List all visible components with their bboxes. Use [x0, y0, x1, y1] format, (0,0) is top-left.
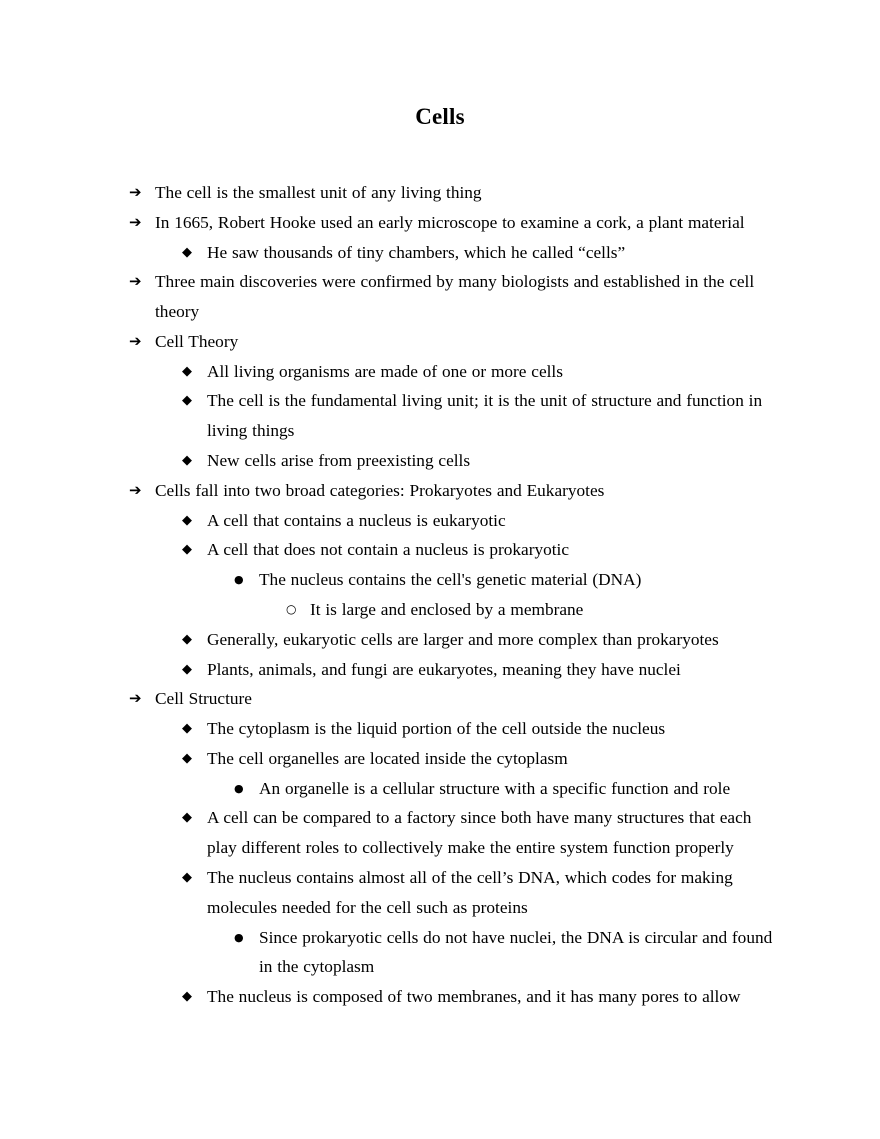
list-item-text: Plants, animals, and fungi are eukaryotes, meaning they have nuclei — [207, 659, 681, 679]
list-item — [0, 386, 880, 446]
diamond-bullet-icon: ◆ — [182, 989, 192, 1005]
list-item — [0, 446, 880, 476]
list-item — [0, 595, 880, 625]
diamond-bullet-icon: ◆ — [182, 453, 192, 469]
diamond-bullet-icon: ◆ — [182, 869, 192, 885]
arrow-bullet-icon: ➔ — [129, 331, 142, 350]
list-item — [0, 327, 880, 357]
list-item-text: A cell can be compared to a factory since both have many structures that each play different roles to collectively make the entire system function properly — [207, 808, 752, 858]
list-item-text: In 1665, Robert Hooke used an early microscope to examine a cork, a plant material — [155, 212, 745, 232]
circle-bullet-icon: ○ — [286, 601, 297, 616]
diamond-bullet-icon: ◆ — [182, 244, 192, 260]
diamond-bullet-icon: ◆ — [182, 810, 192, 826]
diamond-bullet-icon: ◆ — [182, 393, 192, 409]
diamond-bullet-icon: ◆ — [182, 512, 192, 528]
list-item-text: The nucleus is composed of two membranes, and it has many pores to allow — [207, 987, 741, 1007]
bulleted-outline-list — [0, 178, 880, 1012]
disc-bullet-icon: ● — [234, 930, 244, 944]
list-item-text: A cell that contains a nucleus is eukaryotic — [207, 510, 506, 530]
list-item-text: Three main discoveries were confirmed by many biologists and established in the cell theory — [155, 272, 755, 322]
list-item-text: The cell is the fundamental living unit; it is the unit of structure and function in living things — [207, 391, 763, 441]
list-item-text: The cell organelles are located inside the cytoplasm — [207, 748, 568, 768]
list-item-text: An organelle is a cellular structure with a specific function and role — [259, 778, 731, 798]
list-item-text: Cell Structure — [155, 689, 252, 709]
list-item — [0, 774, 880, 804]
list-item-text: He saw thousands of tiny chambers, which he called “cells” — [207, 242, 626, 262]
diamond-bullet-icon: ◆ — [182, 363, 192, 379]
list-item — [0, 655, 880, 685]
arrow-bullet-icon: ➔ — [129, 212, 142, 231]
list-item — [0, 476, 880, 506]
list-item — [0, 535, 880, 565]
list-item — [0, 357, 880, 387]
diamond-bullet-icon: ◆ — [182, 721, 192, 737]
diamond-bullet-icon: ◆ — [182, 631, 192, 647]
list-item-text: New cells arise from preexisting cells — [207, 451, 471, 471]
diamond-bullet-icon: ◆ — [182, 661, 192, 677]
list-item-text: Since prokaryotic cells do not have nuclei, the DNA is circular and found in the cytoplasm — [259, 927, 773, 977]
list-item-text: Cells fall into two broad categories: Prokaryotes and Eukaryotes — [155, 480, 605, 500]
list-item-text: A cell that does not contain a nucleus is prokaryotic — [207, 540, 570, 560]
list-item — [0, 238, 880, 268]
list-item — [0, 684, 880, 714]
diamond-bullet-icon: ◆ — [182, 542, 192, 558]
list-item — [0, 803, 880, 863]
list-item — [0, 267, 880, 327]
list-item — [0, 982, 880, 1012]
list-item-text: The nucleus contains almost all of the cell’s DNA, which codes for making molecules needed for the cell such as proteins — [207, 867, 733, 917]
list-item-text: The cell is the smallest unit of any living thing — [155, 183, 482, 202]
arrow-bullet-icon: ➔ — [129, 272, 142, 291]
list-item — [0, 506, 880, 536]
list-item — [0, 565, 880, 595]
arrow-bullet-icon: ➔ — [129, 183, 142, 201]
list-item-text: It is large and enclosed by a membrane — [310, 599, 584, 619]
disc-bullet-icon: ● — [234, 781, 244, 795]
arrow-bullet-icon: ➔ — [129, 689, 142, 708]
list-item-text: The nucleus contains the cell's genetic material (DNA) — [259, 570, 642, 590]
list-item — [0, 625, 880, 655]
list-item — [0, 744, 880, 774]
list-item-text: Generally, eukaryotic cells are larger and more complex than prokaryotes — [207, 629, 719, 649]
list-item — [0, 178, 880, 208]
arrow-bullet-icon: ➔ — [129, 480, 142, 499]
list-item-text: The cytoplasm is the liquid portion of the cell outside the nucleus — [207, 719, 666, 739]
list-item — [0, 714, 880, 744]
list-item-text: Cell Theory — [155, 331, 239, 351]
document-title: Cells — [415, 104, 465, 129]
disc-bullet-icon: ● — [234, 573, 244, 587]
list-item — [0, 923, 880, 983]
list-item — [0, 208, 880, 238]
list-item — [0, 863, 880, 923]
diamond-bullet-icon: ◆ — [182, 750, 192, 766]
list-item-text: All living organisms are made of one or more cells — [207, 361, 563, 381]
